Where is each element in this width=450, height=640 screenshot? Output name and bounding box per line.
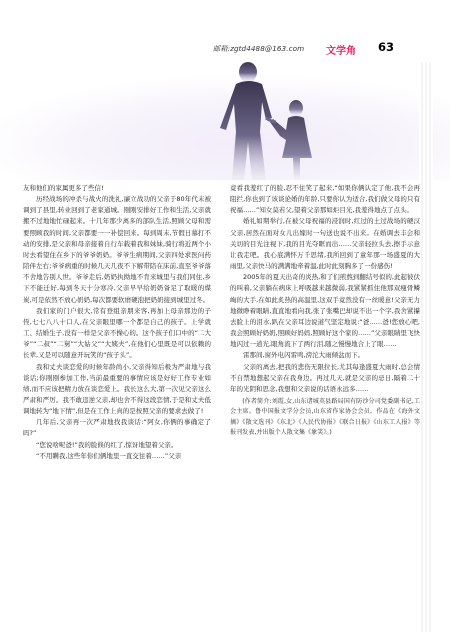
author-note: (作者简介:刘霞,女,山东诸城英县路局国有防沙分司党委副书记,工会主席。鲁中国报文学分会员,山东省作家协会会员。作品在《海外文摘》《散文选刊》《东北》《人民代协报》《联合日报》《山东工人报》等报刊发表,并出版个人散文集《象笑》。) (230, 397, 420, 437)
paragraph: 婚礼如期举行,在被父母祝福的浸润时,红过的土过战场的硬汉父亲,居然在面对女儿出嫁时一句送也说不出来。在婚调去丰会和关切的目光注视下,我的目光夺眶而出……父亲轻拉头去,擦手示意让我走吧。我心底满怀万千思绪,我所回到了童年那一场盛夏的大雨里,父亲快马的满满地牵着温,此时此刻胸多了一份感伤! (230, 217, 420, 271)
paragraph: 竟看我羞红了的脸,忍不住笑了起来,“如果你俩认定了他,我不会再阻拦,你也到了该谈论婚的年龄,只要你认为适合,我们做父母的只有祝福……”知女莫若父,望着父亲那如炬目光,我羞得地点了点头。 (230, 184, 420, 215)
paragraph: 我们家的门户很大,常有登组亲朋来客,再加上母亲那边的子侄,七七八八十口人,在父亲眼里哪一个都是自己的孩子。上学就工、结婚生子,没有一样是父亲不操心的。这个孩子们口中的“二大爷”“二叔”“二舅”“大姑父”“大姨夫”,在他们心里既是可以依赖的长辈,又是可以随意开玩笑的“孩子头”。 (23, 306, 211, 360)
header-email: 邮箱:zgtd4488@163.com (213, 44, 305, 53)
page-header (0, 38, 450, 60)
paragraph: 父亲的离去,把我的悲伤无限拉长,尤其每逢盛夏大雨时,总会情不自禁地想起父亲在我身边。再过几天,就是父亲的忌日,隔着二十年的光阴和思念,我想和父亲说的话语永远多…… (230, 362, 420, 393)
paragraph: 我和丈夫谈恋爱的时候年龄尚小,父亲得知后极为严肃地与我谈话;你刚刚参加工作,当前最重要的事情应该是好好工作专业如绩,而不应该把精力放在谈恋爱上。我长这么大,第一次见父亲这么严肃和严厉。我不敢违逆父亲,却也舍不得这段恋情,于是和丈夫低调地转为“地下情”,但是在工作上真的是按照父亲的要求去做了! (23, 362, 211, 416)
paragraph: 历经战场的冲杀与战火的洗礼,廉立战功的父亲于80年代末被调到了县里,转业回到了老家通城。刚刚安排好工作和生活,父亲就搬不过地地忙碌起来。十几年那少离多的部队生活,照顾父母和需要照顾我的时间,父亲都要一一补偿回来。每到周末,节假日慕打不动的安排,是父亲和母亲接着自行车载着我和妹妹,骑行将近两个小时去看望住在乡下的爷爷奶奶。爷爷生病期间,父亲四处求医问药陪伴左右;爷爷病重的时候几天几夜不下解带陪在床前,直至爷爷落不舍地告别人世。爷爷走后,奶奶执拗地不肯来城里与我们同住,乡下不能迁好,每到冬天十分寒冷,父亲早早给奶奶备足了取暖的煤炭,可是依然不放心奶奶,每次都要软磨硬泡把奶奶接到城里过冬。 (23, 195, 211, 304)
paragraph: 2005年的夏天出奇的炎热,和了们煎熬到翻结号似的,此起彼伏的叫着,父亲躺在病床上呼吸越来越微弱,我紧紧抓住他那双瘦骨鳞峋的大手,在如此炙热的高温里,这双手竟然没有一丝暖意!父亲无力地微睁着眼睛,直直地看向我,张了张嘴巴却说不出一个字,我舍紧攥去脸上的泪水,趴在父亲耳边说道气坚定地说:“爸……爸!您放心吧,我会照顾好奶奶,照顾好妈妈,照顾好这个家的……”父亲眼睛里飞快地闪过一道光,眼角流下了两行泪,随之慢慢地合上了眼…… (230, 273, 420, 349)
paragraph: “不用瞒我,这些年你们俩地里一直交往着……”父亲 (36, 451, 182, 460)
paragraph: “您说啥呢爸!”我的脸倏的红了,惊讶地望着父亲。 (36, 440, 178, 449)
hero-illustration (0, 62, 450, 180)
paragraph: 友和他们的家属更多了些信! (23, 184, 104, 192)
article-right-column (230, 183, 420, 439)
section-title: 文学角 (326, 46, 356, 57)
paragraph: 几年后,父亲再一次严肃地找我谈话:“阿女,你俩的事确定了吗?” (23, 418, 211, 438)
article-left-column (23, 183, 211, 462)
page-number: 63 (378, 40, 395, 54)
decorative-side-strip (419, 62, 433, 632)
paragraph: 雷那间,窗外电闪雷鸣,滂沱大雨倾盆而下。 (243, 351, 365, 360)
